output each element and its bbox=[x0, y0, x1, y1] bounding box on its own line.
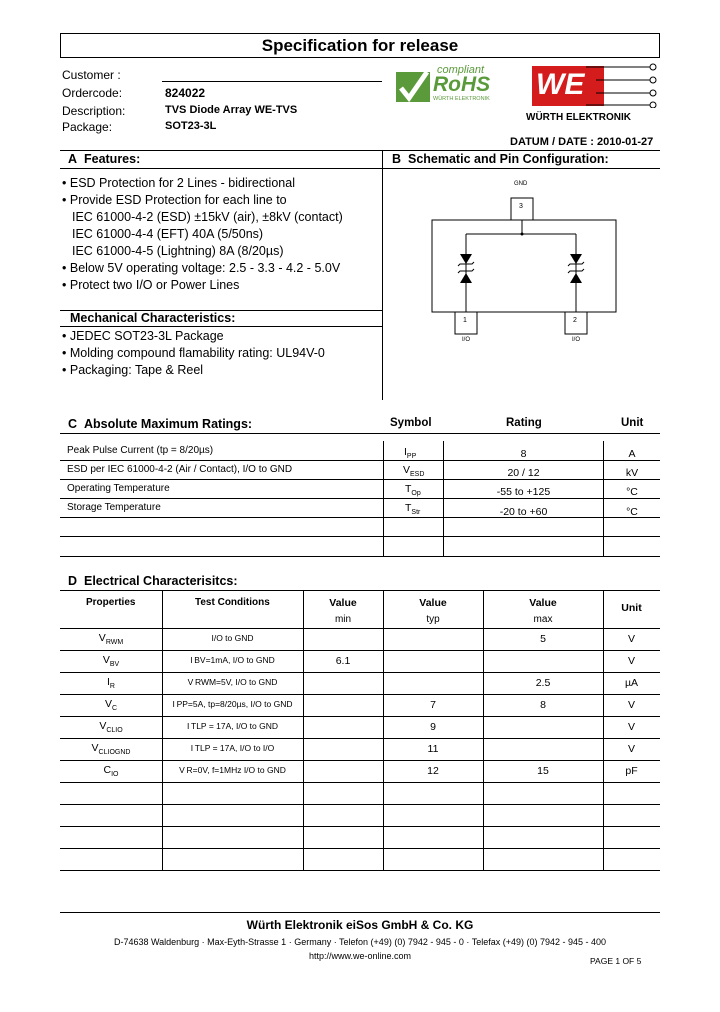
table-d-rule bbox=[60, 760, 660, 761]
max-col-header: Value bbox=[529, 597, 557, 609]
min-col-header: Value bbox=[329, 597, 357, 609]
table-d-rule bbox=[60, 628, 660, 629]
symbol-col-header: Symbol bbox=[390, 417, 432, 429]
condition-cell: I TLP = 17A, I/O to I/O bbox=[190, 743, 275, 753]
package-label: Package: bbox=[62, 120, 113, 134]
table-c-rule bbox=[60, 556, 660, 557]
mech-heading: Mechanical Characteristics: bbox=[70, 311, 236, 325]
list-item: • JEDEC SOT23-3L Package bbox=[62, 329, 224, 343]
table-d-rule bbox=[60, 870, 660, 871]
rating-cell: -20 to +60 bbox=[499, 506, 548, 518]
table-c-top-rule bbox=[60, 433, 660, 434]
section-c-heading: C Absolute Maximum Ratings: bbox=[68, 417, 253, 431]
min-cell: 6.1 bbox=[335, 655, 351, 667]
symbol-cell: $T_{Str}$ bbox=[405, 502, 421, 517]
properties-col-header: Properties bbox=[86, 597, 136, 608]
list-item: IEC 61000-4-4 (EFT) 40A (5/50ns) bbox=[72, 227, 264, 241]
typ-cell: 12 bbox=[427, 765, 439, 777]
footer-address: D-74638 Waldenburg · Max-Eyth-Strasse 1 · Germany · Telefon (+49) (0) 7942 - 945 - 0 · Telefax (+49) (0) 7942 - 945 - 400 bbox=[113, 937, 607, 947]
typ-col-subheader: typ bbox=[426, 614, 440, 625]
footer-company: Würth Elektronik eiSos GmbH & Co. KG bbox=[246, 918, 474, 932]
unit-cell: µA bbox=[624, 677, 639, 689]
list-item: • ESD Protection for 2 Lines - bidirectional bbox=[62, 176, 295, 190]
list-item: • Protect two I/O or Power Lines bbox=[62, 278, 240, 292]
ordercode-label: Ordercode: bbox=[62, 86, 123, 100]
unit-col-header: Unit bbox=[621, 602, 642, 614]
symbol-cell: $T_{Op}$ bbox=[405, 483, 421, 498]
property-cell: $I_R$ bbox=[107, 676, 115, 691]
we-logo bbox=[526, 62, 660, 122]
condition-cell: V RWM=5V, I/O to GND bbox=[187, 677, 278, 687]
table-d-rule bbox=[60, 826, 660, 827]
section-b-heading: B Schematic and Pin Configuration: bbox=[392, 152, 609, 166]
unit-cell: V bbox=[627, 743, 635, 755]
property-cell: $V_{CLIO}$ bbox=[99, 720, 123, 735]
table-c-rule bbox=[60, 536, 660, 537]
footer-rule bbox=[60, 912, 660, 913]
pin1-label: 1 bbox=[463, 317, 467, 324]
schematic-svg bbox=[420, 178, 630, 353]
we-brand-text: WÜRTH ELEKTRONIK bbox=[526, 112, 631, 123]
section-ab-divider bbox=[382, 150, 383, 400]
unit-cell: V bbox=[627, 699, 635, 711]
we-text: WE bbox=[536, 68, 585, 101]
description-value: TVS Diode Array WE-TVS bbox=[165, 104, 298, 116]
condition-cell: I BV=1mA, I/O to GND bbox=[190, 655, 275, 665]
max-cell: 2.5 bbox=[535, 677, 551, 689]
table-d-rule bbox=[60, 694, 660, 695]
table-d-rule bbox=[60, 716, 660, 717]
section-d-heading: D Electrical Characterisitcs: bbox=[68, 574, 238, 588]
rohs-text: RoHS bbox=[433, 73, 491, 96]
unit-cell: pF bbox=[625, 765, 638, 777]
footer-url-link[interactable]: http://www.we-online.com bbox=[308, 951, 412, 961]
unit-cell: A bbox=[628, 448, 636, 460]
section-ab-header-rule bbox=[60, 168, 660, 169]
table-d-rule bbox=[60, 804, 660, 805]
rohs-logo bbox=[395, 66, 517, 106]
gnd-label: GND bbox=[514, 181, 528, 187]
table-c-rule bbox=[60, 498, 660, 499]
package-value: SOT23-3L bbox=[165, 120, 217, 132]
rating-cell: -55 to +125 bbox=[496, 486, 551, 498]
unit-cell: V bbox=[627, 655, 635, 667]
ordercode-value: 824022 bbox=[165, 86, 206, 100]
table-c-rule bbox=[60, 460, 660, 461]
condition-cell: I TLP = 17A, I/O to GND bbox=[186, 721, 279, 731]
table-d-rule bbox=[60, 672, 660, 673]
table-d-rule bbox=[60, 848, 660, 849]
condition-cell: I/O to GND bbox=[211, 633, 254, 643]
table-row: Storage Temperature bbox=[67, 502, 161, 513]
unit-col-header: Unit bbox=[621, 417, 644, 429]
list-item: • Below 5V operating voltage: 2.5 - 3.3 - 4.2 - 5.0V bbox=[62, 261, 341, 275]
max-cell: 5 bbox=[540, 633, 546, 645]
list-item: • Packaging: Tape & Reel bbox=[62, 363, 204, 377]
description-label: Description: bbox=[62, 104, 126, 118]
customer-label: Customer : bbox=[62, 68, 121, 82]
table-c-rule bbox=[60, 479, 660, 480]
property-cell: $V_{CLIOGND}$ bbox=[91, 742, 131, 757]
table-d-top-rule bbox=[60, 590, 660, 591]
unit-cell: kV bbox=[625, 467, 639, 479]
customer-underline bbox=[162, 81, 382, 82]
io2-label: I/O bbox=[572, 337, 581, 343]
schematic-diagram bbox=[420, 178, 630, 353]
unit-cell: °C bbox=[626, 506, 638, 518]
property-cell: $V_C$ bbox=[104, 698, 118, 713]
section-ab-top-rule bbox=[60, 150, 660, 151]
table-c-col-rule bbox=[383, 441, 384, 557]
rating-col-header: Rating bbox=[506, 417, 542, 429]
features-list bbox=[62, 175, 380, 294]
date-value: 2010-01-27 bbox=[596, 136, 654, 148]
min-col-subheader: min bbox=[334, 614, 352, 625]
symbol-cell: $V_{ESD}$ bbox=[403, 464, 425, 479]
table-d-rule bbox=[60, 738, 660, 739]
table-d-rule bbox=[60, 782, 660, 783]
table-row: ESD per IEC 61000-4-2 (Air / Contact), I/O to GND bbox=[67, 464, 293, 475]
rating-cell: 20 / 12 bbox=[507, 467, 540, 479]
condition-cell: I PP=5A, tp=8/20µs, I/O to GND bbox=[172, 699, 293, 709]
property-cell: $C_{IO}$ bbox=[103, 764, 119, 779]
table-d-col-rule bbox=[303, 590, 304, 871]
property-cell: $V_{BV}$ bbox=[102, 654, 120, 669]
mech-list bbox=[62, 328, 380, 379]
list-item: • Provide ESD Protection for each line to bbox=[62, 193, 287, 207]
section-a-heading: A Features: bbox=[68, 152, 141, 166]
unit-cell: °C bbox=[626, 486, 638, 498]
unit-cell: V bbox=[627, 633, 635, 645]
page-number: PAGE 1 OF 5 bbox=[590, 956, 642, 966]
page-title: Specification for release bbox=[60, 33, 660, 58]
rohs-sub-text: WÜRTH ELEKTRONIK bbox=[433, 96, 490, 102]
pin3-label: 3 bbox=[519, 203, 523, 210]
property-cell: $V_{RWM}$ bbox=[98, 632, 124, 647]
typ-cell: 7 bbox=[430, 699, 436, 711]
typ-cell: 11 bbox=[427, 743, 439, 755]
date-label: DATUM / DATE : bbox=[510, 136, 594, 148]
rohs-compliant-text: compliant bbox=[437, 64, 485, 76]
table-d-rule bbox=[60, 650, 660, 651]
date-field bbox=[510, 136, 653, 148]
max-cell: 8 bbox=[540, 699, 546, 711]
condition-cell: V R=0V, f=1MHz I/O to GND bbox=[179, 765, 286, 775]
typ-cell: 9 bbox=[430, 721, 436, 733]
conditions-col-header: Test Conditions bbox=[195, 597, 270, 608]
pin2-label: 2 bbox=[573, 317, 577, 324]
typ-col-header: Value bbox=[419, 597, 447, 609]
mech-header-rule bbox=[60, 326, 382, 327]
table-row: Operating Temperature bbox=[67, 483, 170, 494]
rating-cell: 8 bbox=[520, 448, 527, 460]
symbol-cell: $I_{PP}$ bbox=[404, 446, 417, 461]
unit-cell: V bbox=[627, 721, 635, 733]
max-cell: 15 bbox=[537, 765, 549, 777]
max-col-subheader: max bbox=[533, 614, 553, 625]
list-item: IEC 61000-4-5 (Lightning) 8A (8/20µs) bbox=[72, 244, 284, 258]
list-item: • Molding compound flamability rating: UL94V-0 bbox=[62, 346, 325, 360]
table-row: Peak Pulse Current (tp = 8/20µs) bbox=[67, 445, 214, 456]
list-item: IEC 61000-4-2 (ESD) ±15kV (air), ±8kV (contact) bbox=[72, 210, 343, 224]
io1-label: I/O bbox=[462, 337, 471, 343]
